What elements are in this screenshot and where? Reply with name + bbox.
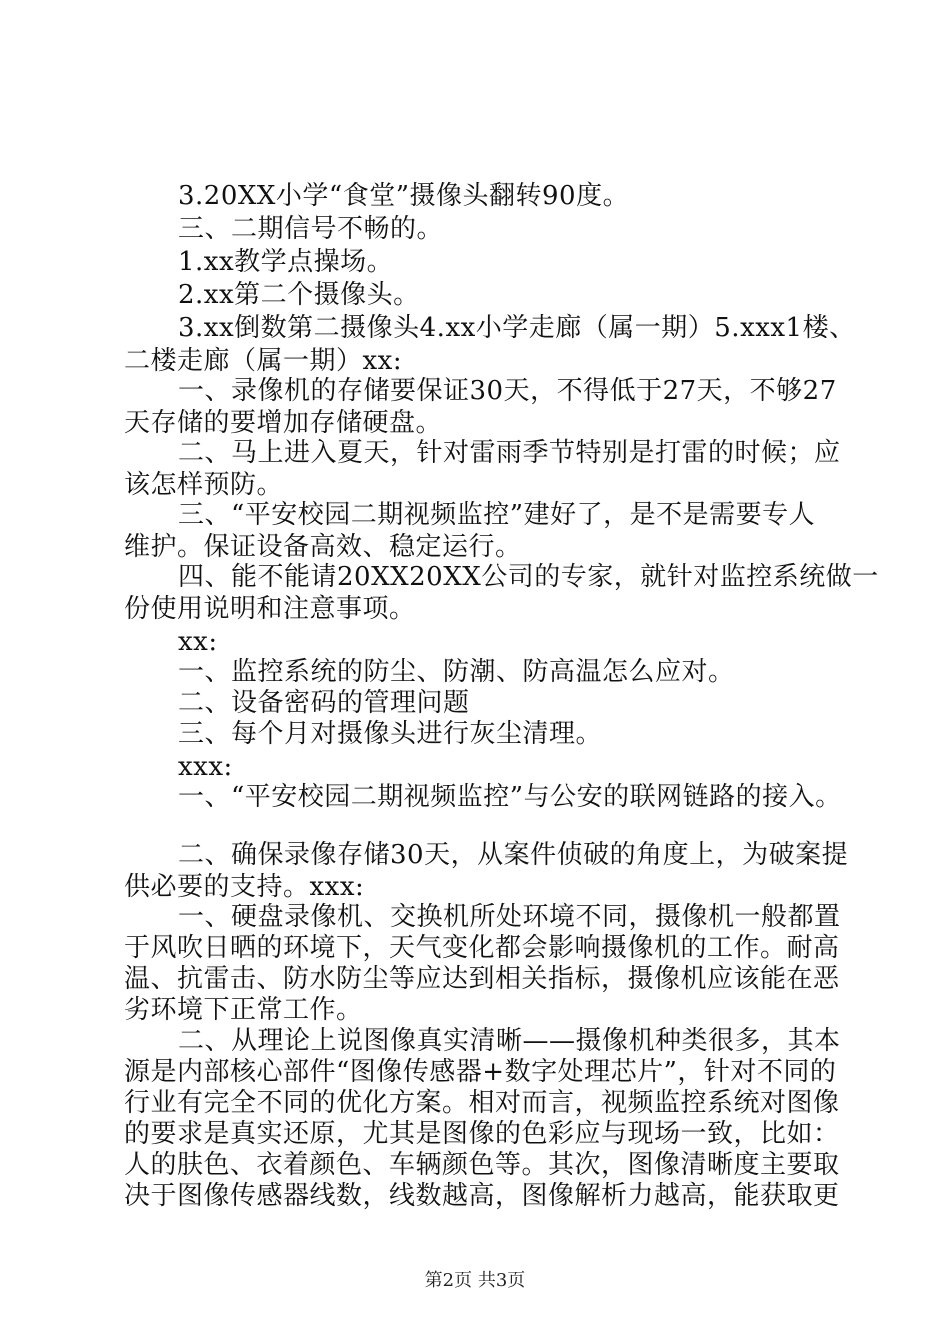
text-line: 3.20XX小学“食堂”摄像头翻转90度。 <box>178 181 630 211</box>
text-line: 决于图像传感器线数，线数越高，图像解析力越高，能获取更 <box>124 1181 840 1211</box>
text-line: 行业有完全不同的优化方案。相对而言，视频监控系统对图像 <box>124 1088 840 1118</box>
text-line: 的要求是真实还原，尤其是图像的色彩应与现场一致，比如： <box>124 1119 840 1149</box>
text-line: 二楼走廊（属一期）xx: <box>124 346 403 376</box>
page-number-footer: 第2页 共3页 <box>424 1270 526 1291</box>
text-line: 温、抗雷击、防水防尘等应达到相关指标，摄像机应该能在恶 <box>124 964 840 994</box>
text-line: 四、能不能请20XX20XX公司的专家，就针对监控系统做一 <box>178 562 879 592</box>
text-line: 一、硬盘录像机、交换机所处环境不同，摄像机一般都置 <box>178 902 841 932</box>
text-line: 份使用说明和注意事项。 <box>124 594 416 624</box>
text-line: 2.xx第二个摄像头。 <box>178 280 420 310</box>
text-line: 一、录像机的存储要保证30天，不得低于27天，不够27 <box>178 376 837 406</box>
text-line: 二、确保录像存储30天，从案件侦破的角度上，为破案提 <box>178 840 849 870</box>
text-line: 人的肤色、衣着颜色、车辆颜色等。其次，图像清晰度主要取 <box>124 1150 840 1180</box>
text-line: 维护。保证设备高效、稳定运行。 <box>124 532 522 562</box>
text-line: 该怎样预防。 <box>124 470 284 500</box>
text-line: 三、每个月对摄像头进行灰尘清理。 <box>178 719 603 749</box>
text-line: 供必要的支持。xxx: <box>124 872 365 902</box>
text-line: 天存储的要增加存储硬盘。 <box>124 408 443 438</box>
text-line: 三、“平安校园二期视频监控”建好了，是不是需要专人 <box>178 500 816 530</box>
text-line: xxx: <box>178 752 233 782</box>
text-line: 源是内部核心部件“图像传感器+数字处理芯片”，针对不同的 <box>124 1057 837 1087</box>
text-line: 3.xx倒数第二摄像头4.xx小学走廊（属一期）5.xxx1楼、 <box>178 313 856 343</box>
text-line: xx: <box>178 627 218 657</box>
text-line: 二、从理论上说图像真实清晰——摄像机种类很多，其本 <box>178 1026 841 1056</box>
text-line: 二、设备密码的管理问题 <box>178 688 470 718</box>
text-line: 二、马上进入夏天，针对雷雨季节特别是打雷的时候；应 <box>178 438 841 468</box>
text-line: 劣环境下正常工作。 <box>124 995 363 1025</box>
text-line: 一、监控系统的防尘、防潮、防高温怎么应对。 <box>178 657 735 687</box>
text-line: 三、二期信号不畅的。 <box>178 214 444 244</box>
text-line: 于风吹日晒的环境下，天气变化都会影响摄像机的工作。耐高 <box>124 933 840 963</box>
text-line: 1.xx教学点操场。 <box>178 247 394 277</box>
text-line: 一、“平安校园二期视频监控”与公安的联网链路的接入。 <box>178 782 842 812</box>
